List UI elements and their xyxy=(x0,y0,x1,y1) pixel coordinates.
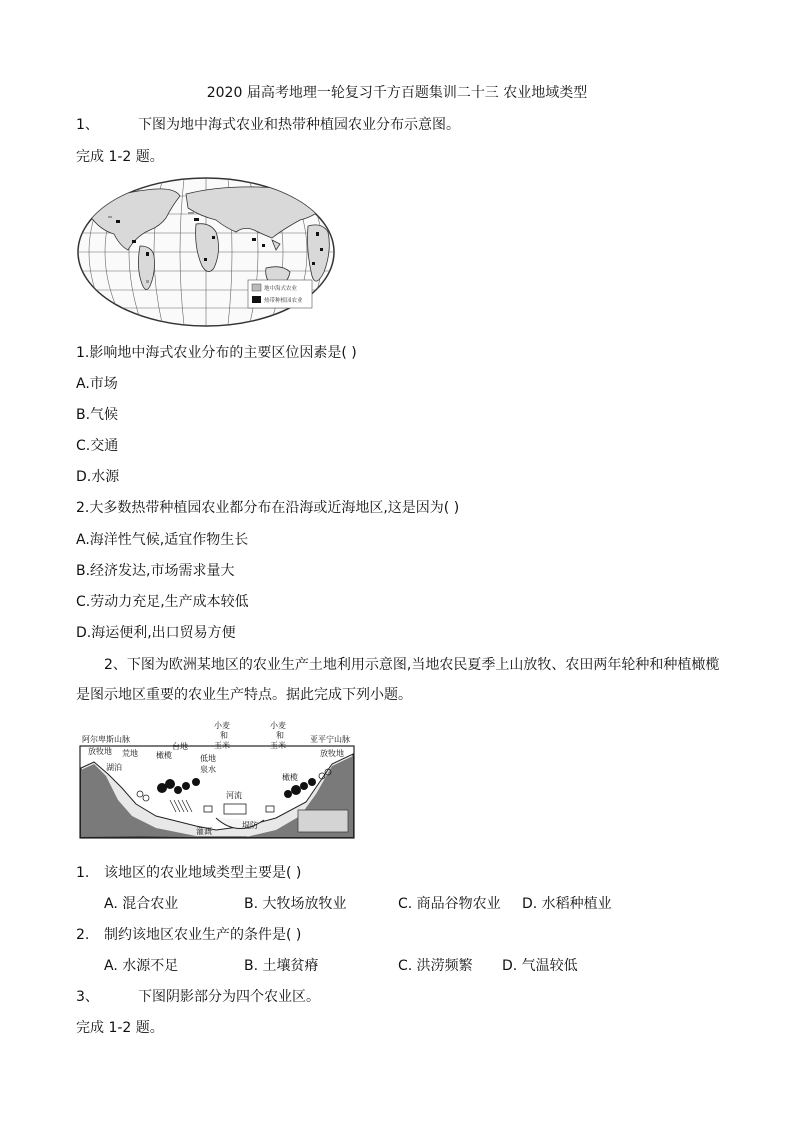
option: B. 土壤贫瘠 xyxy=(244,958,319,974)
label-corn: 玉米 xyxy=(270,741,286,750)
label-river: 河流 xyxy=(226,791,242,800)
section-2-intro: 2、下图为欧洲某地区的农业生产土地利用示意图,当地农民夏季上山放牧、农田两年轮种和种植橄榄 xyxy=(104,657,720,673)
map-legend-label: 热带种植园农业 xyxy=(264,298,303,304)
option: B.气候 xyxy=(76,407,119,423)
section-3-instruction: 完成 1-2 题。 xyxy=(76,1020,164,1036)
option: D. 水稻种植业 xyxy=(522,896,612,912)
label-wheat: 小麦 xyxy=(214,721,230,730)
label-apennines: 亚平宁山脉 xyxy=(310,735,350,744)
option: C.劳动力充足,生产成本较低 xyxy=(76,594,249,610)
question-stem: 该地区的农业地域类型主要是( ) xyxy=(104,865,302,881)
label-lowland: 低地 xyxy=(200,754,216,763)
option: D.水源 xyxy=(76,469,120,485)
option: C. 商品谷物农业 xyxy=(398,896,501,912)
option: A.市场 xyxy=(76,376,118,392)
label-corn: 玉米 xyxy=(214,741,230,750)
question-stem: 制约该地区农业生产的条件是( ) xyxy=(104,927,302,943)
label-levee: 堤防 xyxy=(242,821,258,830)
section-3-intro: 下图阴影部分为四个农业区。 xyxy=(138,989,320,1005)
question-number: 2. xyxy=(76,927,90,943)
option: A.海洋性气候,适宜作物生长 xyxy=(76,532,249,548)
section-1-instruction: 完成 1-2 题。 xyxy=(76,149,164,165)
world-map-figure xyxy=(76,176,336,328)
label-and: 和 xyxy=(276,731,284,740)
option: D. 气温较低 xyxy=(502,958,578,974)
label-and: 和 xyxy=(220,731,228,740)
label-spring: 泉水 xyxy=(200,765,216,774)
section-1-intro: 下图为地中海式农业和热带种植园农业分布示意图。 xyxy=(138,117,460,133)
section-2-intro: 是图示地区重要的农业生产特点。据此完成下列小题。 xyxy=(76,687,412,703)
label-terrace: 台地 xyxy=(172,742,188,751)
label-alps: 阿尔卑斯山脉 xyxy=(82,735,130,744)
label-wasteland: 荒地 xyxy=(122,749,138,758)
option: B.经济发达,市场需求量大 xyxy=(76,563,235,579)
page-title: 2020 届高考地理一轮复习千方百题集训二十三 农业地域类型 xyxy=(206,85,588,101)
label-pasture-right: 放牧地 xyxy=(320,749,344,758)
label-olive-left: 橄榄 xyxy=(156,751,172,760)
option: A. 水源不足 xyxy=(104,958,179,974)
label-lake: 湖泊 xyxy=(106,763,122,772)
option: C. 洪涝频繁 xyxy=(398,958,473,974)
label-wheat: 小麦 xyxy=(270,721,286,730)
section-1-number: 1、 xyxy=(76,117,99,133)
option: C.交通 xyxy=(76,438,119,454)
section-3-number: 3、 xyxy=(76,989,99,1005)
option: D.海运便利,出口贸易方便 xyxy=(76,625,236,641)
map-legend-label: 地中海式农业 xyxy=(264,286,298,292)
label-pasture-left: 放牧地 xyxy=(88,747,112,756)
label-irrigation: 灌溉 xyxy=(196,827,212,836)
question-stem: 2.大多数热带种植园农业都分布在沿海或近海地区,这是因为( ) xyxy=(76,500,460,516)
option: A. 混合农业 xyxy=(104,896,179,912)
land-use-diagram xyxy=(76,716,358,840)
question-stem: 1.影响地中海式农业分布的主要区位因素是( ) xyxy=(76,345,357,361)
question-number: 1. xyxy=(76,865,90,881)
label-olive-right: 橄榄 xyxy=(282,773,298,782)
option: B. 大牧场放牧业 xyxy=(244,896,347,912)
